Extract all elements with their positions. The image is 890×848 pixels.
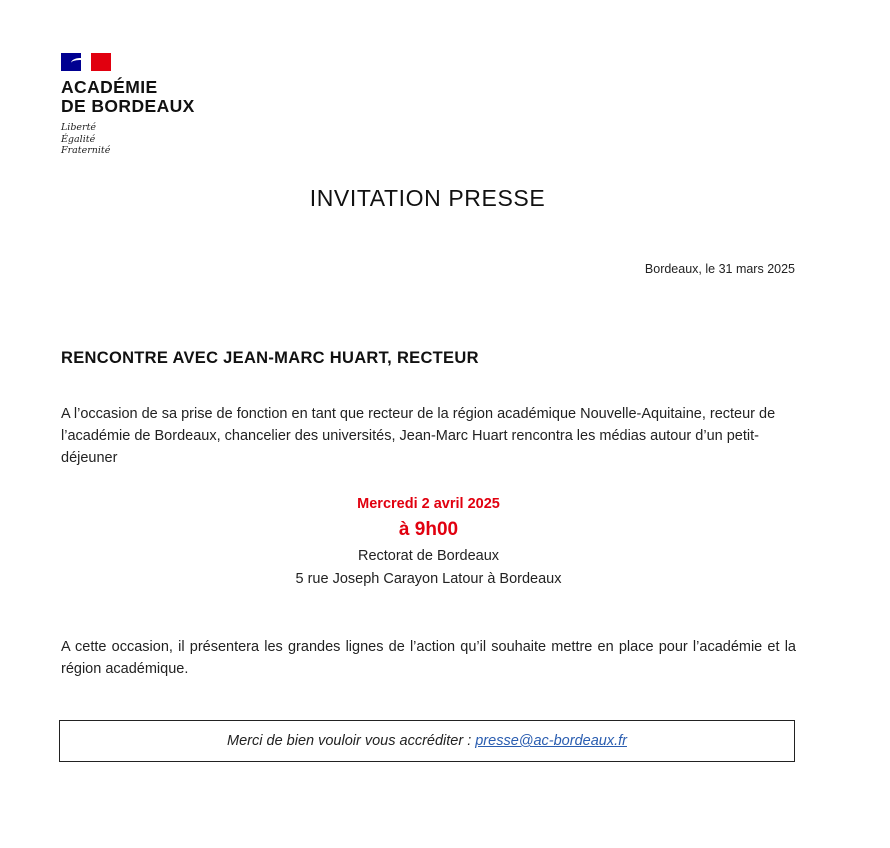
accreditation-email-link[interactable]: presse@ac-bordeaux.fr [475, 733, 627, 749]
org-name-line2: DE BORDEAUX [61, 96, 195, 116]
event-details [61, 493, 796, 591]
closing-paragraph: A cette occasion, il présentera les grandes lignes de l’action qu’il souhaite mettre en place pour l’académie et la région académique. [61, 639, 796, 677]
motto-fraternite: Fraternité [61, 145, 111, 156]
motto-egalite: Égalité [61, 133, 96, 145]
accreditation-text: Merci de bien vouloir vous accréditer : [227, 733, 472, 749]
document-title: INVITATION PRESSE [309, 185, 546, 211]
motto-liberte: Liberté [61, 122, 97, 133]
event-address: 5 rue Joseph Carayon Latour à Bordeaux [295, 571, 562, 587]
event-place: Rectorat de Bordeaux [357, 548, 500, 564]
accreditation-box [59, 720, 795, 762]
org-name [61, 78, 195, 116]
intro-paragraph: A l’occasion de sa prise de fonction en tant que recteur de la région académique Nouvelle-Aquitaine, recteur de l’académie de Bordeaux, chancelier des universités, Jean-Marc Huart rencontra les médias autour d’un petit-déjeuner [61, 406, 776, 466]
section-heading: RENCONTRE AVEC JEAN-MARC HUART, RECTEUR [61, 349, 479, 367]
event-time: à 9h00 [398, 519, 459, 540]
document-date: Bordeaux, le 31 mars 2025 [644, 262, 795, 276]
event-day: Mercredi 2 avril 2025 [357, 496, 500, 512]
org-name-line1: ACADÉMIE [61, 77, 158, 97]
marianne-flag-icon [61, 53, 111, 71]
academie-logo [61, 53, 195, 157]
motto [61, 122, 195, 157]
